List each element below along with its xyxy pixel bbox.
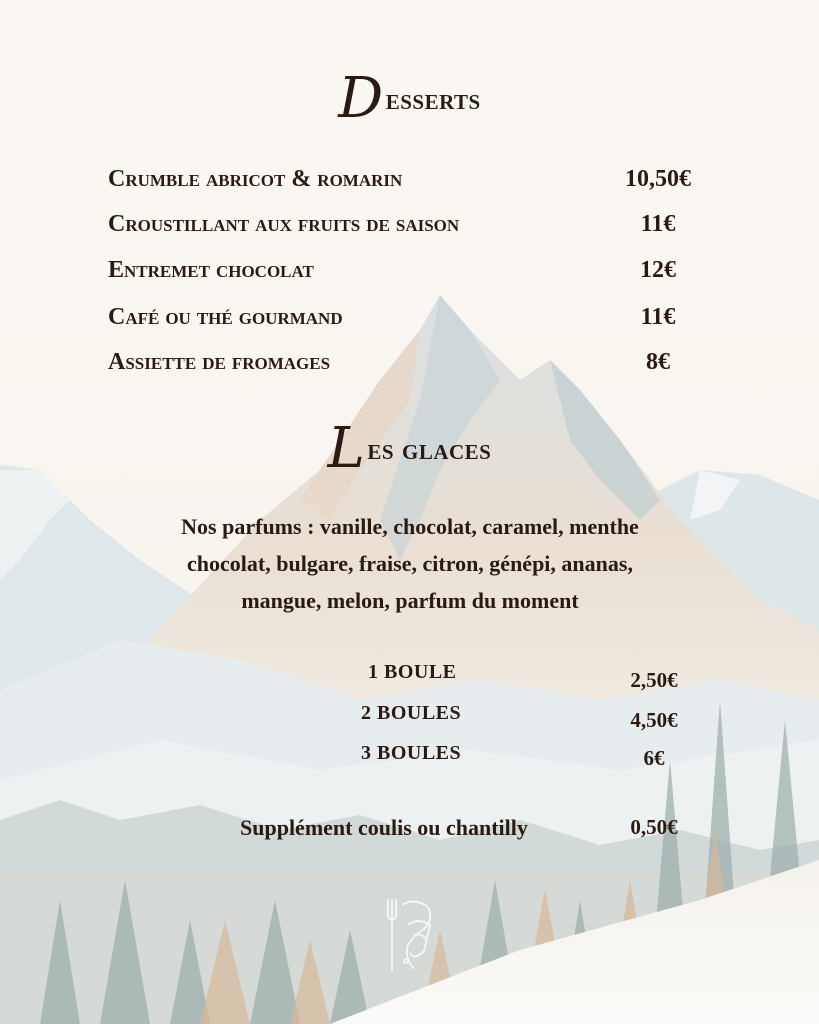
flavors-description: [100, 508, 720, 619]
supplement-label: Supplément coulis ou chantilly: [240, 815, 528, 840]
dessert-item: [108, 349, 708, 381]
glaces-title-initial: L: [327, 416, 366, 481]
desserts-title-rest: esserts: [385, 83, 481, 116]
glaces-title: [0, 408, 819, 481]
restaurant-logo-icon: [384, 895, 440, 977]
dessert-name: Café ou thé gourmand: [108, 304, 343, 330]
flavors-line: chocolat, bulgare, fraise, citron, génépi, ananas,: [187, 551, 633, 576]
supplement-price: 0,50€: [630, 815, 678, 839]
dessert-price: 12€: [640, 257, 676, 283]
dessert-price: 8€: [646, 349, 670, 375]
desserts-title: [0, 58, 819, 131]
dessert-item: [108, 304, 708, 336]
dessert-price: 11€: [640, 304, 676, 330]
scoop-label: 2 BOULES: [361, 702, 462, 724]
flavors-line: mangue, melon, parfum du moment: [241, 588, 579, 613]
glaces-title-rest: es glaces: [367, 433, 492, 466]
dessert-name: Croustillant aux fruits de saison: [108, 211, 460, 237]
dessert-name: Entremet chocolat: [108, 257, 314, 283]
dessert-price: 10,50€: [625, 166, 691, 192]
dessert-item: [108, 257, 708, 289]
dessert-item: [108, 211, 708, 243]
dessert-price: 11€: [640, 211, 676, 237]
scoop-price: 2,50€: [630, 668, 678, 692]
desserts-title-initial: D: [338, 66, 384, 131]
scoop-label: 1 BOULE: [368, 661, 457, 683]
dessert-item: [108, 166, 708, 198]
dessert-name: Crumble abricot & romarin: [108, 166, 403, 192]
scoop-price: 6€: [643, 746, 665, 770]
dessert-name: Assiette de fromages: [108, 349, 331, 375]
scoop-price: 4,50€: [630, 708, 678, 732]
flavors-line: Nos parfums : vanille, chocolat, caramel, menthe: [181, 514, 639, 539]
scoop-label: 3 BOULES: [361, 742, 462, 764]
